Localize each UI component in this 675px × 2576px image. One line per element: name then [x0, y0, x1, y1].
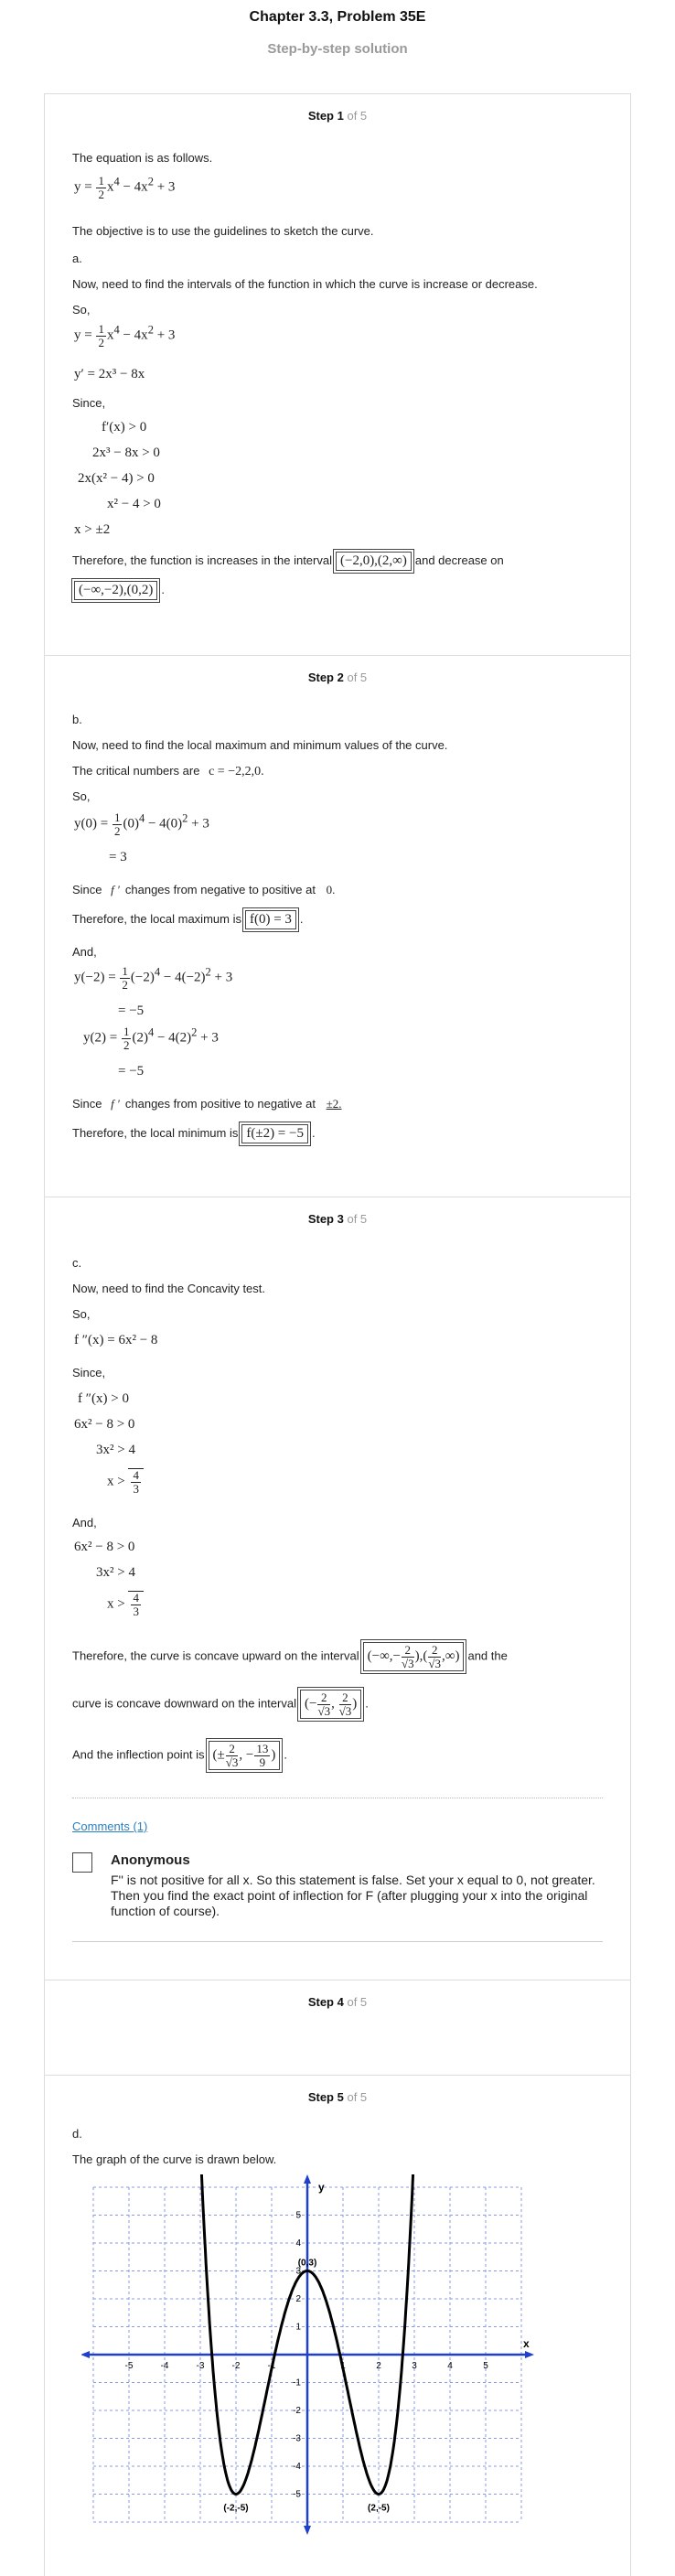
concave-down-interval: (− $\frac{2}{√3}$ , $\frac{2}{√3}$ )	[300, 1690, 361, 1719]
x-tick-label: 5	[483, 2361, 488, 2371]
comment-checkbox[interactable]	[72, 1852, 92, 1873]
y-tick-label: 2	[295, 2294, 301, 2304]
comments-link[interactable]: Comments (1)	[72, 1819, 148, 1833]
concave-ineq-4: x > $\frac{4}{3}$	[107, 1468, 144, 1495]
step-2-title: Step 2 of 5	[307, 671, 368, 684]
step-1-objective: The objective is to use the guidelines to sketch the curve.	[72, 224, 374, 238]
concave-ineq-3: 3x² > 4	[96, 1443, 135, 1457]
step-2-since-2: Since f ′ changes from positive to negative at ±2.	[72, 1097, 342, 1111]
ineq-4: x² − 4 > 0	[107, 497, 161, 511]
concave-ineq-2: 6x² − 8 > 0	[74, 1417, 135, 1432]
comment-author: Anonymous	[111, 1852, 190, 1868]
step-5-card	[44, 2075, 631, 2576]
part-a: a.	[72, 252, 82, 265]
step-3-card	[44, 1197, 631, 1980]
y-axis-arrow-down	[304, 2526, 311, 2535]
step-2-card	[44, 655, 631, 1197]
equation-y2-result: = −5	[118, 1064, 145, 1079]
step-2-critical: The critical numbers are c = −2,2,0.	[72, 764, 264, 778]
equation-yprime: y′ = 2x³ − 8x	[74, 367, 145, 381]
y-tick-label: 3	[295, 2266, 301, 2277]
x-tick-label: 3	[412, 2361, 417, 2371]
step-3-concave-down: curve is concave downward on the interval (− $\frac{2}{√3}$ , $\frac{2}{√3}$ ) .	[72, 1690, 369, 1718]
ineq-2: 2x³ − 8x > 0	[92, 445, 160, 460]
comment-text: F'' is not positive for all x. So this statement is false. Set your x equal to 0, not greater. Then you find the exact point of inflection for F (after plugging your x into the original function of course).	[111, 1873, 595, 1918]
x-tick-label: -3	[196, 2361, 205, 2371]
concave-ineq-5: 6x² − 8 > 0	[74, 1540, 135, 1554]
step-3-title: Step 3 of 5	[307, 1212, 368, 1226]
x-axis-label: x	[523, 2337, 530, 2350]
point-label: (2,-5)	[368, 2503, 390, 2514]
page-title: Chapter 3.3, Problem 35E	[249, 9, 426, 25]
increase-interval: (−2,0),(2,∞)	[336, 552, 412, 571]
x-tick-label: -1	[267, 2361, 276, 2371]
step-2-so: So,	[72, 789, 91, 803]
page-subtitle: Step-by-step solution	[267, 41, 408, 57]
x-tick-label: 1	[340, 2361, 346, 2371]
concave-up-interval: (−∞,− $\frac{2}{√3}$ ),( $\frac{2}{√3}$ ,∞)	[363, 1642, 465, 1671]
step-1-find: Now, need to find the intervals of the function in which the curve is increase or decrease.	[72, 277, 538, 291]
step-4-card	[44, 1980, 631, 2075]
x-tick-label: 2	[376, 2361, 381, 2371]
ineq-1: f′(x) > 0	[102, 420, 147, 435]
step-3-inflection: And the inflection point is (± $\frac{2}{√3}$ , − $\frac{13}{9}$ ) .	[72, 1742, 288, 1769]
step-4-title: Step 4 of 5	[307, 1995, 368, 2009]
ineq-5: x > ±2	[74, 522, 111, 537]
point-label: (0,3)	[297, 2258, 317, 2269]
ineq-3: 2x(x² − 4) > 0	[78, 471, 155, 486]
equation-y0: y(0) = $\frac{1}{2}$ $(0)^4 - 4(0)^2 + 3$	[74, 810, 209, 838]
y-axis-arrow	[304, 2174, 311, 2184]
inflection-point: (± $\frac{2}{√3}$ , − $\frac{13}{9}$ )	[209, 1741, 281, 1770]
point-label: (-2,-5)	[223, 2503, 249, 2514]
step-2-since-1: Since f ′ changes from negative to positive at 0.	[72, 883, 336, 896]
step-1-so: So,	[72, 303, 91, 317]
step-1-since: Since,	[72, 396, 106, 410]
equation-ym2: y(−2) = $\frac{1}{2}$ $(-2)^4 - 4(-2)^2 + 3$	[74, 964, 233, 992]
step-1-therefore: Therefore, the function is increases in the interval (−2,0),(2,∞) and decrease on	[72, 552, 504, 571]
local-min-value: f(±2) = −5	[241, 1124, 308, 1143]
step-3-concave-up: Therefore, the curve is concave upward on the interval (−∞,− $\frac{2}{√3}$ ),( $\frac{2}{√3}$ ,∞) and the	[72, 1643, 508, 1670]
x-axis-arrow	[525, 2351, 534, 2358]
part-d: d.	[72, 2127, 82, 2141]
step-2-and: And,	[72, 945, 97, 959]
step-3-since: Since,	[72, 1366, 106, 1379]
concave-ineq-6: 3x² > 4	[96, 1565, 135, 1580]
step-1-card	[44, 93, 631, 655]
equation-y2: y(2) = $\frac{1}{2}$ $(2)^4 - 4(2)^2 + 3$	[83, 1025, 219, 1052]
step-5-title: Step 5 of 5	[307, 2090, 368, 2104]
y-tick-label: 1	[295, 2322, 301, 2333]
step-1-title: Step 1 of 5	[307, 109, 368, 123]
concave-ineq-1: f ″(x) > 0	[78, 1391, 129, 1406]
step-1-decrease: (−∞,−2),(0,2) .	[72, 581, 165, 600]
equation-y0-result: = 3	[109, 850, 127, 864]
equation-ym2-result: = −5	[118, 1004, 145, 1018]
y-tick-label: 4	[295, 2238, 301, 2249]
step-3-so: So,	[72, 1307, 91, 1321]
local-max-value: f(0) = 3	[245, 910, 296, 929]
step-2-max: Therefore, the local maximum is f(0) = 3 .	[72, 910, 304, 929]
x-tick-label: -2	[231, 2361, 241, 2371]
y-tick-label: -2	[293, 2406, 301, 2416]
part-b: b.	[72, 713, 82, 726]
equation-y-repeat: y = $\frac{1}{2}$ $x^4 - 4x^2 + 3$	[74, 322, 176, 349]
function-graph	[81, 2174, 575, 2575]
y-axis-label: y	[318, 2181, 325, 2194]
y-tick-label: -3	[293, 2433, 301, 2444]
part-c: c.	[72, 1256, 82, 1270]
y-tick-label: 5	[295, 2210, 301, 2221]
x-tick-label: -4	[160, 2361, 169, 2371]
y-tick-label: -5	[293, 2489, 301, 2500]
step-2-min: Therefore, the local minimum is f(±2) = −5 .	[72, 1124, 316, 1143]
x-tick-label: -5	[124, 2361, 134, 2371]
step-2-find: Now, need to find the local maximum and minimum values of the curve.	[72, 738, 448, 752]
equation-y: y = $\frac{1}{2}$ $x^4 - 4x^2 + 3$	[74, 174, 176, 201]
decrease-interval: (−∞,−2),(0,2)	[74, 581, 157, 600]
x-axis-arrow-left	[81, 2351, 90, 2358]
comments-bottom-divider	[72, 1941, 603, 1942]
concave-ineq-7: x > $\frac{4}{3}$	[107, 1591, 144, 1617]
step-3-and: And,	[72, 1516, 97, 1530]
step-1-intro: The equation is as follows.	[72, 151, 213, 165]
step-3-find: Now, need to find the Concavity test.	[72, 1282, 266, 1295]
page-header	[0, 0, 675, 75]
y-tick-label: -4	[293, 2462, 301, 2472]
equation-fdouble: f ″(x) = 6x² − 8	[74, 1333, 158, 1347]
y-tick-label: -1	[293, 2377, 301, 2388]
step-5-intro: The graph of the curve is drawn below.	[72, 2152, 277, 2166]
x-tick-label: 4	[447, 2361, 453, 2371]
